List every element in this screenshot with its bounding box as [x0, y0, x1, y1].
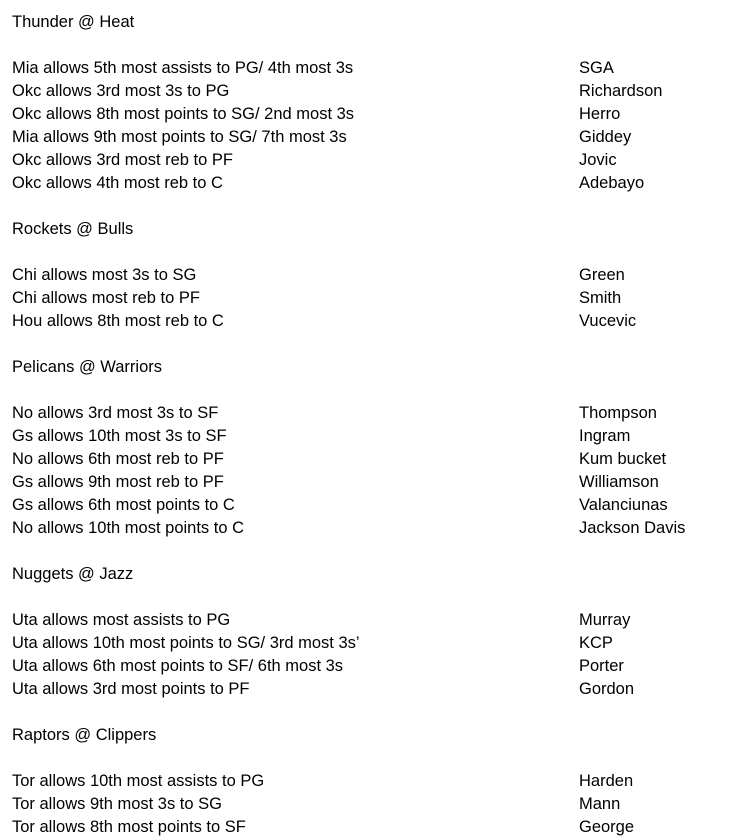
game-title: Thunder @ Heat [12, 13, 135, 31]
document-body [12, 11, 732, 839]
player-name: Thompson [579, 404, 657, 422]
player-name: Gordon [579, 680, 635, 698]
blank-line [12, 540, 732, 563]
player-name: KCP [579, 634, 613, 652]
matchup-note: Uta allows most assists to PG [12, 611, 231, 629]
player-name: Vucevic [579, 312, 637, 330]
player-name: Herro [579, 105, 621, 123]
player-name: Adebayo [579, 174, 645, 192]
matchup-row [12, 57, 732, 80]
blank-line [12, 379, 732, 402]
matchup-row [12, 793, 732, 816]
matchup-note: Okc allows 3rd most reb to PF [12, 151, 233, 169]
matchup-row [12, 310, 732, 333]
game-title: Raptors @ Clippers [12, 726, 157, 744]
matchup-note: Chi allows most 3s to SG [12, 266, 197, 284]
matchup-note: Tor allows 10th most assists to PG [12, 772, 265, 790]
matchup-note: Mia allows 5th most assists to PG/ 4th most 3s [12, 59, 354, 77]
player-name: George [579, 818, 635, 836]
player-name: Richardson [579, 82, 663, 100]
player-name: Green [579, 266, 625, 284]
matchup-row [12, 655, 732, 678]
matchup-note: Uta allows 3rd most points to PF [12, 680, 250, 698]
matchup-row [12, 425, 732, 448]
matchup-row [12, 448, 732, 471]
matchup-note: No allows 6th most reb to PF [12, 450, 224, 468]
matchup-row [12, 816, 732, 839]
matchup-row [12, 770, 732, 793]
game-title: Rockets @ Bulls [12, 220, 134, 238]
game-section [12, 563, 732, 701]
matchup-row [12, 80, 732, 103]
matchup-row [12, 678, 732, 701]
matchup-note: Gs allows 9th most reb to PF [12, 473, 224, 491]
player-name: Porter [579, 657, 624, 675]
player-name: Williamson [579, 473, 659, 491]
player-name: Giddey [579, 128, 632, 146]
player-name: SGA [579, 59, 614, 77]
player-name: Kum bucket [579, 450, 667, 468]
game-section [12, 356, 732, 540]
player-name: Valanciunas [579, 496, 668, 514]
matchup-row [12, 172, 732, 195]
matchup-note: Mia allows 9th most points to SG/ 7th most 3s [12, 128, 347, 146]
matchup-note: Tor allows 8th most points to SF [12, 818, 246, 836]
matchup-note: No allows 3rd most 3s to SF [12, 404, 219, 422]
matchup-note: Okc allows 4th most reb to C [12, 174, 223, 192]
matchup-row [12, 103, 732, 126]
player-name: Jovic [579, 151, 617, 169]
matchup-note: No allows 10th most points to C [12, 519, 245, 537]
blank-line [12, 333, 732, 356]
game-section [12, 218, 732, 333]
game-section [12, 724, 732, 839]
matchup-row [12, 402, 732, 425]
player-name: Mann [579, 795, 621, 813]
player-name: Ingram [579, 427, 631, 445]
matchup-row [12, 471, 732, 494]
player-name: Jackson Davis [579, 519, 686, 537]
matchup-note: Chi allows most reb to PF [12, 289, 200, 307]
matchup-note: Uta allows 6th most points to SF/ 6th most 3s [12, 657, 344, 675]
blank-line [12, 241, 732, 264]
player-name: Harden [579, 772, 634, 790]
matchup-row [12, 287, 732, 310]
game-title: Pelicans @ Warriors [12, 358, 162, 376]
blank-line [12, 747, 732, 770]
blank-line [12, 586, 732, 609]
blank-line [12, 34, 732, 57]
game-title: Nuggets @ Jazz [12, 565, 134, 583]
game-section [12, 11, 732, 195]
blank-line [12, 195, 732, 218]
matchup-row [12, 149, 732, 172]
matchup-row [12, 632, 732, 655]
matchup-note: Okc allows 8th most points to SG/ 2nd most 3s [12, 105, 355, 123]
matchup-row [12, 517, 732, 540]
matchup-note: Tor allows 9th most 3s to SG [12, 795, 222, 813]
matchup-row [12, 264, 732, 287]
matchup-row [12, 494, 732, 517]
matchup-note: Gs allows 10th most 3s to SF [12, 427, 227, 445]
matchup-note: Uta allows 10th most points to SG/ 3rd most 3s’ [12, 634, 360, 652]
player-name: Smith [579, 289, 622, 307]
matchup-note: Hou allows 8th most reb to C [12, 312, 224, 330]
matchup-note: Okc allows 3rd most 3s to PG [12, 82, 230, 100]
player-name: Murray [579, 611, 631, 629]
blank-line [12, 701, 732, 724]
matchup-note: Gs allows 6th most points to C [12, 496, 235, 514]
matchup-row [12, 609, 732, 632]
matchup-row [12, 126, 732, 149]
